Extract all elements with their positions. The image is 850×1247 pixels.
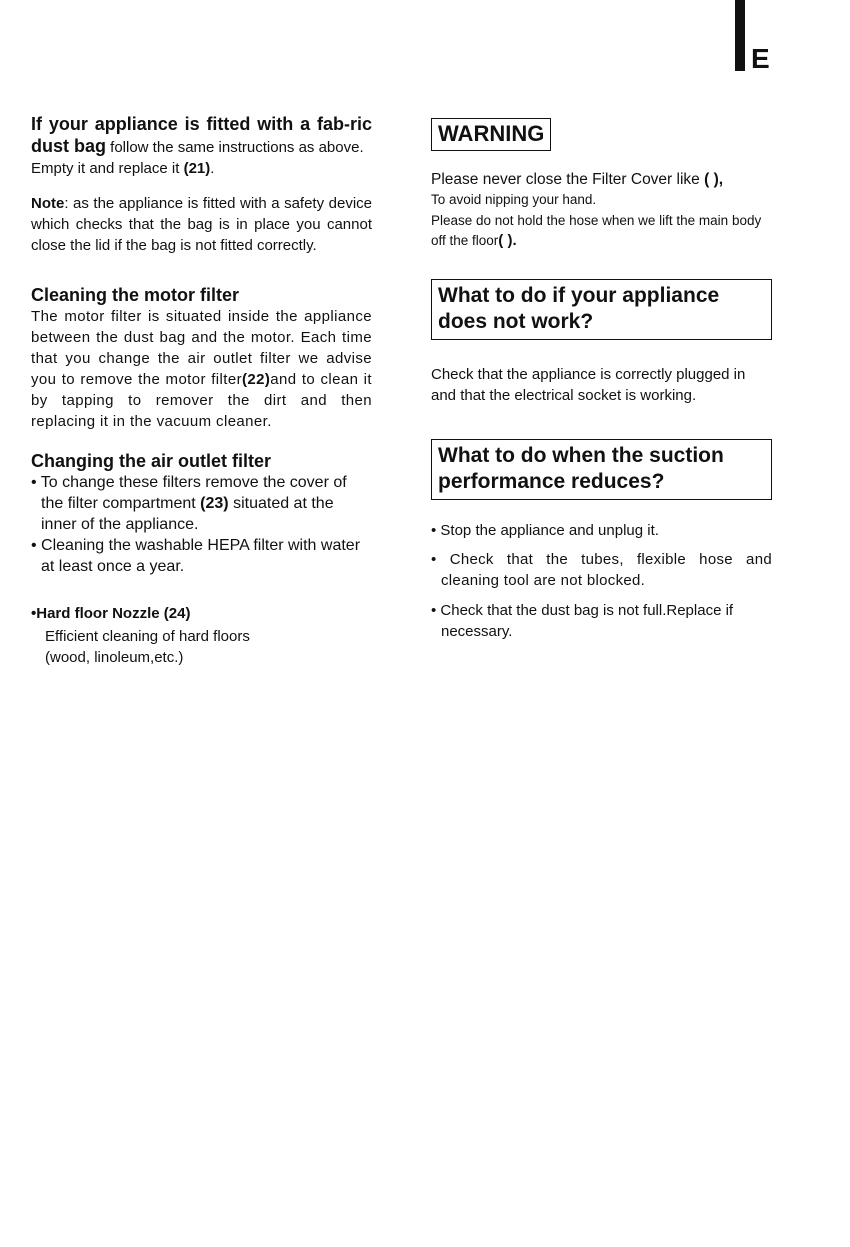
air-filter-bullet-2: • Cleaning the washable HEPA filter with water at least once a year. xyxy=(31,537,361,575)
nozzle-title: •Hard floor Nozzle (24) xyxy=(31,605,191,622)
suction-bullet-3: • Check that the dust bag is not full.Replace if necessary. xyxy=(431,602,734,640)
motor-filter-text xyxy=(31,306,372,432)
dust-bag-intro-rest: follow the same instructions as above. xyxy=(106,139,364,156)
air-filter-bullet-1 xyxy=(31,472,372,535)
warning-ref-1: ( ), xyxy=(704,171,724,188)
motor-filter-ref: (22) xyxy=(241,371,271,388)
empty-bag-end: . xyxy=(210,160,215,177)
warning-line-1-text: Please never close the Filter Cover like xyxy=(431,171,700,188)
not-working-text: Check that the appliance is correctly plugged in and that the electrical socket is working. xyxy=(431,366,746,404)
warning-line-2: To avoid nipping your hand. xyxy=(431,192,597,207)
warning-line-3 xyxy=(431,211,772,251)
suction-box: What to do when the suction performance reduces? xyxy=(431,439,772,500)
air-filter-bullet-1-a: • To change these filters remove the cover of the filter compartment xyxy=(31,474,347,512)
dust-bag-intro xyxy=(31,114,372,158)
language-marker-bar xyxy=(735,0,745,71)
air-filter-ref: (23) xyxy=(200,495,229,512)
warning-ref-2: ( ). xyxy=(498,232,517,249)
right-column xyxy=(431,118,772,642)
suction-bullet-1: • Stop the appliance and unplug it. xyxy=(431,522,659,539)
note-label: Note xyxy=(31,195,65,212)
motor-filter-text-a: The motor filter is situated inside the appliance between the dust bag and the motor. Each time that you change the air outlet filter we advise you to remove the motor filter xyxy=(31,308,372,388)
air-filter-bullet-1-b: situated at the inner of the appliance. xyxy=(41,495,334,533)
empty-bag-text: Empty it and replace it xyxy=(31,160,184,177)
not-working-box: What to do if your appliance does not work? xyxy=(431,279,772,340)
warning-line-3-text: Please do not hold the hose when we lift the main body off the floor xyxy=(431,213,762,248)
dust-bag-intro-bold: If your appliance is fitted with a fab-ric dust bag xyxy=(31,114,372,156)
warning-line-1 xyxy=(431,169,772,190)
suction-bullet-2: • Check that the tubes, flexible hose and cleaning tool are not blocked. xyxy=(431,551,772,589)
warning-box: WARNING xyxy=(431,118,551,151)
nozzle-line-1: Efficient cleaning of hard floors xyxy=(45,628,250,645)
empty-bag-ref: (21) xyxy=(183,160,211,177)
motor-filter-heading: Cleaning the motor filter xyxy=(31,285,240,305)
air-filter-heading: Changing the air outlet filter xyxy=(31,451,272,471)
nozzle-line-2: (wood, linoleum,etc.) xyxy=(45,649,184,666)
motor-filter-text-b: and to clean it by tapping to remover the dirt and then replacing it in the vacuum cleaner. xyxy=(31,371,372,430)
note-text: : as the appliance is fitted with a safety device which checks that the bag is in place you cannot close the lid if the bag is not fitted correctly. xyxy=(31,195,372,254)
empty-bag-line xyxy=(31,158,372,179)
note-paragraph xyxy=(31,193,372,256)
left-column xyxy=(31,114,372,668)
language-letter: E xyxy=(751,43,770,74)
